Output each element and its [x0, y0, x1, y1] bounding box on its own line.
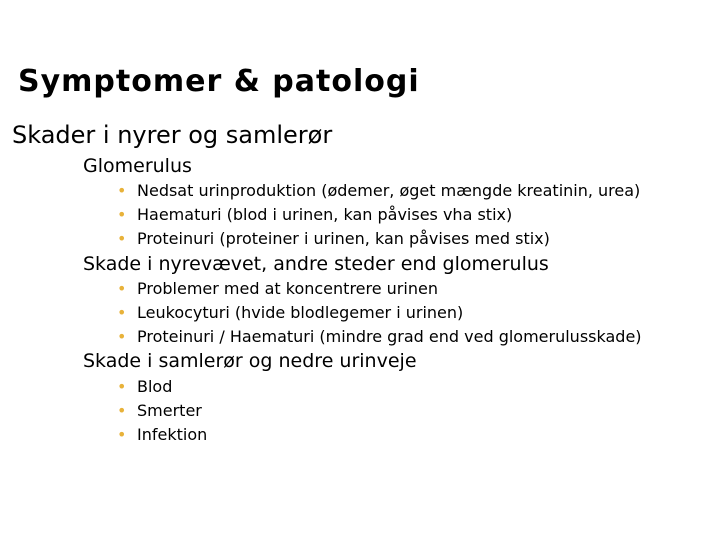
- bullet-icon: •: [117, 205, 127, 224]
- list-item: [117, 401, 202, 420]
- list-item-text: Proteinuri / Haematuri (mindre grad end ved glomerulusskade): [137, 327, 642, 346]
- list-item: [117, 229, 550, 248]
- section-label-glomerulus: Glomerulus: [83, 155, 192, 177]
- list-item-text: Blod: [137, 377, 173, 396]
- list-item: [117, 303, 463, 322]
- bullet-icon: •: [117, 377, 127, 396]
- list-item: [117, 279, 438, 298]
- section-label-nyrevaev: Skade i nyrevævet, andre steder end glomerulus: [83, 253, 549, 275]
- list-item-text: Nedsat urinproduktion (ødemer, øget mængde kreatinin, urea): [137, 181, 641, 200]
- list-item: [117, 327, 642, 346]
- bullet-icon: •: [117, 425, 127, 444]
- list-item-text: Leukocyturi (hvide blodlegemer i urinen): [137, 303, 464, 322]
- bullet-icon: •: [117, 401, 127, 420]
- main-heading: Skader i nyrer og samlerør: [12, 121, 333, 149]
- list-item-text: Infektion: [137, 425, 208, 444]
- bullet-icon: •: [117, 181, 127, 200]
- list-item: [117, 377, 172, 396]
- list-item-text: Problemer med at koncentrere urinen: [137, 279, 438, 298]
- list-item-text: Smerter: [137, 401, 202, 420]
- slide-title: Symptomer & patologi: [18, 64, 420, 99]
- list-item: [117, 205, 512, 224]
- list-item-text: Haematuri (blod i urinen, kan påvises vha stix): [137, 205, 513, 224]
- bullet-icon: •: [117, 303, 127, 322]
- bullet-icon: •: [117, 229, 127, 248]
- list-item: [117, 181, 640, 200]
- list-item: [117, 425, 207, 444]
- list-item-text: Proteinuri (proteiner i urinen, kan påvises med stix): [137, 229, 550, 248]
- section-label-samleror: Skade i samlerør og nedre urinveje: [83, 350, 417, 372]
- bullet-icon: •: [117, 327, 127, 346]
- bullet-icon: •: [117, 279, 127, 298]
